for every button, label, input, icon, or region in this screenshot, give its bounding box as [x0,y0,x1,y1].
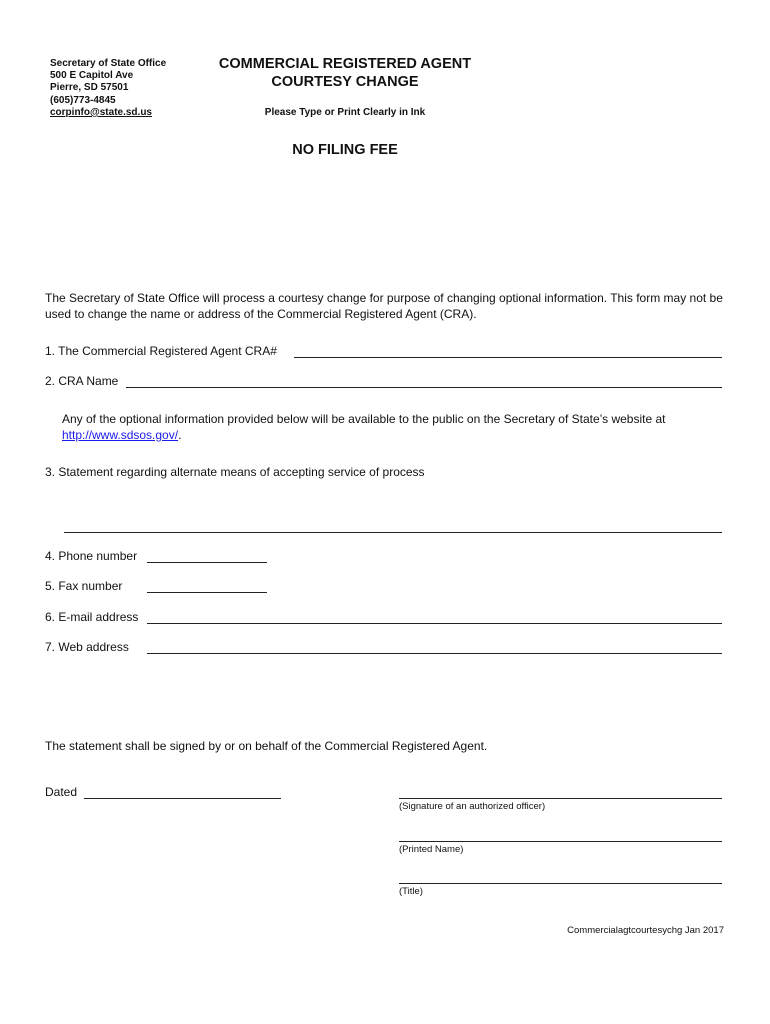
web-label: 7. Web address [45,640,129,654]
printed-name-field[interactable] [399,841,722,842]
office-city: Pierre, SD 57501 [50,82,129,94]
signature-field[interactable] [399,798,722,799]
office-phone: (605)773-4845 [50,94,116,106]
cra-name-label: 2. CRA Name [45,374,119,388]
fax-field[interactable] [147,592,267,593]
cra-number-field[interactable] [294,357,722,358]
signature-instruction: The statement shall be signed by or on behalf of the Commercial Registered Agent. [45,739,488,753]
intro-paragraph: The Secretary of State Office will process a courtesy change for purpose of changing optional information. This form may not be used to change the name or address of the Commercial Registered Agent (CRA). [45,291,723,321]
title-label: (Title) [399,886,423,897]
sdsos-website-link[interactable]: http://www.sdsos.gov/ [62,427,179,442]
fax-label: 5. Fax number [45,579,123,593]
office-email-link[interactable]: corpinfo@state.sd.us [50,106,152,118]
form-title-line2: COURTESY CHANGE [271,74,419,90]
office-address [50,58,166,119]
dated-label: Dated [45,785,78,799]
filing-fee-notice: NO FILING FEE [292,142,398,158]
public-notice-text: Any of the optional information provided below will be available to the public on the Secretary of State’s website at [62,412,666,426]
office-street: 500 E Capitol Ave [50,70,134,82]
public-notice: Any of the optional information provided below will be available to the public on the Secretary of State’s website at http://www.sdsos.gov/. [62,412,666,442]
phone-label: 4. Phone number [45,549,138,563]
statement-label: 3. Statement regarding alternate means of accepting service of process [45,465,425,479]
form-subtitle: Please Type or Print Clearly in Ink [264,107,426,118]
cra-name-field[interactable] [126,387,722,388]
cra-number-label: 1. The Commercial Registered Agent CRA# [45,344,277,358]
phone-field[interactable] [147,562,267,563]
form-id-footer: Commercialagtcourtesychg Jan 2017 [567,925,724,936]
web-field[interactable] [147,653,722,654]
printed-name-label: (Printed Name) [399,844,464,855]
title-field[interactable] [399,883,722,884]
signature-label: (Signature of an authorized officer) [399,801,546,812]
office-name: Secretary of State Office [50,58,167,69]
form-title [190,55,500,91]
email-field[interactable] [147,623,722,624]
email-label: 6. E-mail address [45,610,139,624]
dated-field[interactable] [84,798,281,799]
form-title-line1: COMMERCIAL REGISTERED AGENT [218,56,472,72]
statement-field[interactable] [64,532,722,533]
